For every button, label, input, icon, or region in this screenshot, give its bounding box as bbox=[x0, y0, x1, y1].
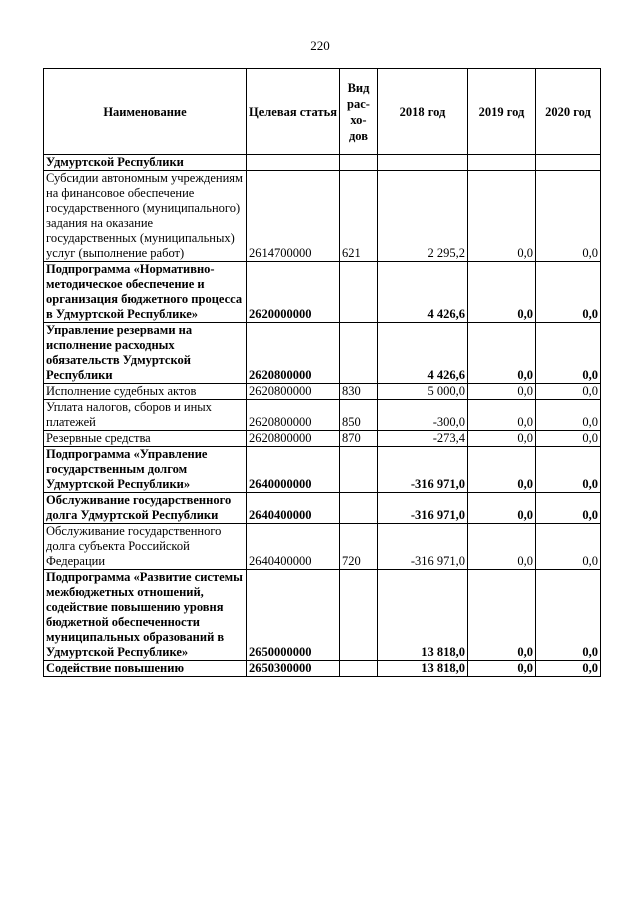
cell-2020: 0,0 bbox=[536, 171, 601, 262]
cell-name: Уплата налогов, сборов и иных платежей bbox=[44, 400, 247, 431]
cell-2020: 0,0 bbox=[536, 493, 601, 524]
cell-target-article: 2620800000 bbox=[247, 400, 340, 431]
cell-2020: 0,0 bbox=[536, 661, 601, 677]
cell-2018: -316 971,0 bbox=[378, 493, 468, 524]
cell-2018: 2 295,2 bbox=[378, 171, 468, 262]
cell-2020: 0,0 bbox=[536, 262, 601, 323]
cell-name: Обслуживание государственного долга Удмуртской Республики bbox=[44, 493, 247, 524]
cell-2020: 0,0 bbox=[536, 400, 601, 431]
table-row bbox=[44, 262, 601, 323]
table-row bbox=[44, 570, 601, 661]
cell-2019: 0,0 bbox=[468, 262, 536, 323]
header-year-2018: 2018 год bbox=[378, 69, 468, 155]
table-row bbox=[44, 400, 601, 431]
cell-expense-kind: 850 bbox=[340, 400, 378, 431]
table-row bbox=[44, 447, 601, 493]
cell-2018 bbox=[378, 155, 468, 171]
cell-2018: 5 000,0 bbox=[378, 384, 468, 400]
cell-2020: 0,0 bbox=[536, 431, 601, 447]
cell-expense-kind bbox=[340, 493, 378, 524]
cell-2020 bbox=[536, 155, 601, 171]
header-year-2019: 2019 год bbox=[468, 69, 536, 155]
cell-2019: 0,0 bbox=[468, 384, 536, 400]
cell-name: Удмуртской Республики bbox=[44, 155, 247, 171]
cell-target-article: 2650300000 bbox=[247, 661, 340, 677]
cell-expense-kind bbox=[340, 262, 378, 323]
cell-2019: 0,0 bbox=[468, 661, 536, 677]
cell-2018: 13 818,0 bbox=[378, 661, 468, 677]
cell-target-article: 2620800000 bbox=[247, 384, 340, 400]
cell-2019: 0,0 bbox=[468, 323, 536, 384]
cell-2020: 0,0 bbox=[536, 384, 601, 400]
header-target-article: Целевая статья bbox=[247, 69, 340, 155]
cell-2018: 4 426,6 bbox=[378, 323, 468, 384]
cell-name: Содействие повышению bbox=[44, 661, 247, 677]
cell-name: Подпрограмма «Управление государственным долгом Удмуртской Республики» bbox=[44, 447, 247, 493]
cell-2018: 4 426,6 bbox=[378, 262, 468, 323]
page-number: 220 bbox=[310, 38, 330, 53]
cell-target-article: 2640400000 bbox=[247, 524, 340, 570]
table-row bbox=[44, 384, 601, 400]
cell-expense-kind: 720 bbox=[340, 524, 378, 570]
cell-expense-kind: 870 bbox=[340, 431, 378, 447]
header-name: Наименование bbox=[44, 69, 247, 155]
cell-target-article: 2640000000 bbox=[247, 447, 340, 493]
cell-name: Управление резервами на исполнение расходных обязательств Удмуртской Республики bbox=[44, 323, 247, 384]
table-row bbox=[44, 493, 601, 524]
header-expense-kind: Вид рас-хо-дов bbox=[340, 69, 378, 155]
cell-target-article bbox=[247, 155, 340, 171]
cell-2019: 0,0 bbox=[468, 493, 536, 524]
cell-target-article: 2614700000 bbox=[247, 171, 340, 262]
cell-2018: -316 971,0 bbox=[378, 447, 468, 493]
cell-2020: 0,0 bbox=[536, 524, 601, 570]
table-header-row bbox=[44, 69, 601, 155]
cell-2019: 0,0 bbox=[468, 431, 536, 447]
cell-name: Исполнение судебных актов bbox=[44, 384, 247, 400]
cell-expense-kind bbox=[340, 570, 378, 661]
cell-name: Субсидии автономным учреждениям на финансовое обеспечение государственного (муниципального) задания на оказание государственных (муниципальных) услуг (выполнение работ) bbox=[44, 171, 247, 262]
cell-name: Резервные средства bbox=[44, 431, 247, 447]
cell-name: Обслуживание государственного долга субъекта Российской Федерации bbox=[44, 524, 247, 570]
cell-name: Подпрограмма «Нормативно-методическое обеспечение и организация бюджетного процесса в Удмуртской Республике» bbox=[44, 262, 247, 323]
table-row bbox=[44, 661, 601, 677]
cell-expense-kind bbox=[340, 447, 378, 493]
cell-2020: 0,0 bbox=[536, 570, 601, 661]
table-row bbox=[44, 171, 601, 262]
cell-name: Подпрограмма «Развитие системы межбюджетных отношений, содействие повышению уровня бюджетной обеспеченности муниципальных образований в Удмуртской Республике» bbox=[44, 570, 247, 661]
cell-target-article: 2620000000 bbox=[247, 262, 340, 323]
cell-expense-kind bbox=[340, 323, 378, 384]
cell-target-article: 2640400000 bbox=[247, 493, 340, 524]
cell-2018: 13 818,0 bbox=[378, 570, 468, 661]
table-row bbox=[44, 323, 601, 384]
cell-2019: 0,0 bbox=[468, 447, 536, 493]
cell-2019: 0,0 bbox=[468, 570, 536, 661]
cell-2018: -273,4 bbox=[378, 431, 468, 447]
cell-2019: 0,0 bbox=[468, 171, 536, 262]
cell-expense-kind bbox=[340, 155, 378, 171]
budget-table bbox=[43, 68, 601, 677]
table-row bbox=[44, 431, 601, 447]
table-row bbox=[44, 524, 601, 570]
cell-target-article: 2620800000 bbox=[247, 323, 340, 384]
cell-target-article: 2650000000 bbox=[247, 570, 340, 661]
table-body bbox=[44, 155, 601, 677]
cell-2018: -316 971,0 bbox=[378, 524, 468, 570]
header-year-2020: 2020 год bbox=[536, 69, 601, 155]
table-row bbox=[44, 155, 601, 171]
cell-expense-kind bbox=[340, 661, 378, 677]
cell-2019: 0,0 bbox=[468, 524, 536, 570]
cell-expense-kind: 621 bbox=[340, 171, 378, 262]
cell-2019: 0,0 bbox=[468, 400, 536, 431]
cell-2018: -300,0 bbox=[378, 400, 468, 431]
cell-2020: 0,0 bbox=[536, 447, 601, 493]
cell-expense-kind: 830 bbox=[340, 384, 378, 400]
cell-2019 bbox=[468, 155, 536, 171]
cell-2020: 0,0 bbox=[536, 323, 601, 384]
cell-target-article: 2620800000 bbox=[247, 431, 340, 447]
